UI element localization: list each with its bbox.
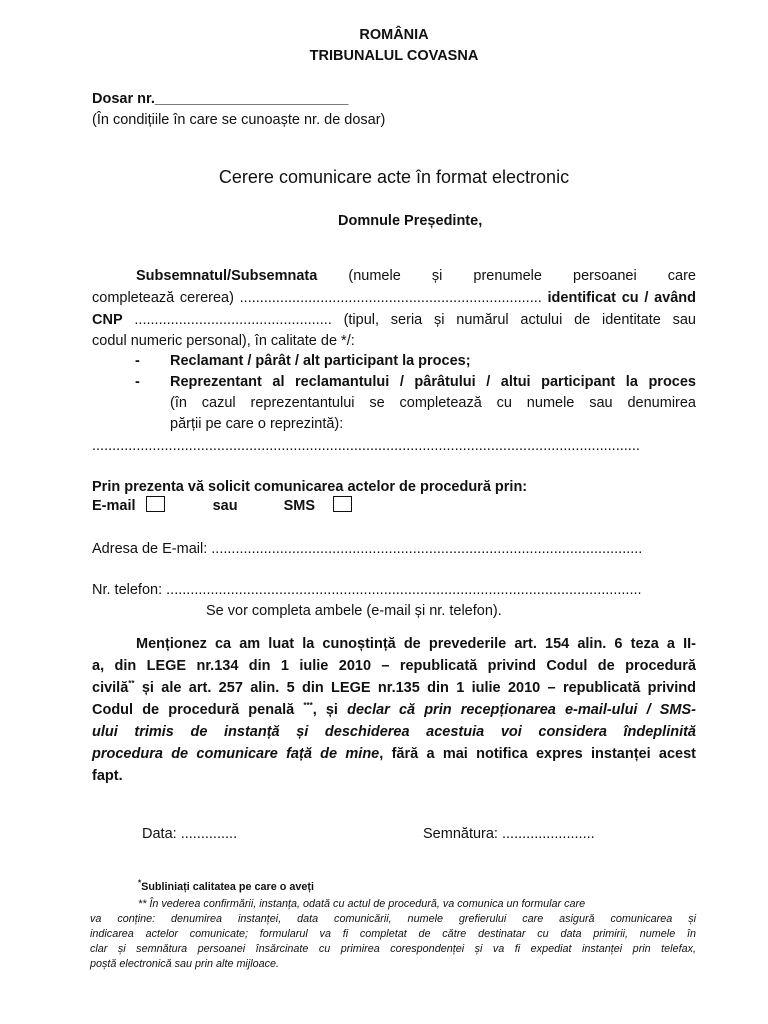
declaration-line-7: fapt. — [92, 768, 123, 784]
declaration-text: Menționez ca am luat la cunoștință de prevederile art. 154 alin. 6 teza a II- — [136, 636, 696, 652]
footnote-2-line-1: ** În vederea confirmării, instanța, odată cu actul de procedură, va comunica un formular care — [138, 898, 586, 910]
option-bullet: - — [135, 353, 140, 369]
option-text: Reprezentant al reclamantului / pârâtului / altui participant la proces — [170, 374, 696, 390]
intro-name-label: Subsemnatul/Subsemnata — [136, 268, 318, 284]
email-field-dots: ........................................................................................................... — [207, 541, 643, 557]
declaration-line-2: a, din LEGE nr.134 din 1 iulie 2010 – republicată privind Codul de procedură — [92, 658, 696, 674]
date-label: Data: — [142, 826, 177, 842]
option-text: Reclamant / pârât / alt participant la proces; — [170, 353, 471, 369]
rep-note-line-2: părții pe care o reprezintă): — [170, 416, 344, 432]
option-item-1 — [92, 351, 696, 372]
dosar-note: (În condițiile în care se cunoaște nr. de dosar) — [92, 112, 386, 128]
email-field-label: Adresa de E-mail: — [92, 541, 208, 557]
channel-row — [92, 496, 696, 517]
phone-field-label: Nr. telefon: — [92, 582, 163, 598]
footnote-2-line-2: va conține: denumirea instanței, data comunicării, numele grefierului care asigură comunicarea și — [90, 913, 696, 925]
header-court: TRIBUNALUL COVASNA — [309, 48, 479, 64]
dosar-blank: ________________________ — [154, 91, 349, 107]
intro-name-desc: (numele și prenumele persoanei care — [317, 268, 696, 284]
intro-identified: identificat cu / având — [541, 290, 697, 306]
footnote-marker: * — [138, 878, 142, 888]
or-label: sau — [212, 498, 238, 514]
salutation: Domnule Președinte, — [338, 213, 483, 229]
footnote-marker: ** — [128, 679, 135, 689]
declaration-text: , fără a mai notifica expres instanței acest — [379, 746, 696, 762]
intro-cnp-label: CNP — [92, 312, 123, 328]
intro-fill-name: completează cererea) ........................................................................... — [92, 290, 542, 306]
email-field[interactable] — [92, 539, 696, 560]
intro-cnp-desc: ................................................. (tipul, seria și numărul actului de identitate sau — [122, 312, 696, 328]
declaration-line-3 — [92, 678, 696, 699]
signature-field[interactable] — [423, 824, 595, 845]
declaration-text: Codul de procedură penală — [92, 702, 304, 718]
phone-field-dots: ...................................................................................................................... — [162, 582, 642, 598]
option-item-2 — [92, 372, 696, 393]
dosar-line — [92, 89, 696, 110]
declaration-line-6 — [92, 744, 696, 765]
both-note: Se vor completa ambele (e-mail și nr. telefon). — [206, 603, 502, 619]
footnote-text: Subliniați calitatea pe care o aveți — [141, 881, 314, 893]
intro-line-1 — [92, 266, 696, 287]
page-title: Cerere comunicare acte în format electronic — [218, 167, 570, 187]
declaration-italic: procedura de comunicare față de mine — [92, 746, 380, 762]
declaration-line-1 — [92, 634, 696, 655]
declaration-line-4 — [92, 700, 696, 721]
declaration-text: civilă — [92, 680, 129, 696]
phone-field[interactable] — [92, 580, 696, 601]
declaration-text: , și — [312, 702, 348, 718]
intro-line-3 — [92, 310, 696, 331]
footnote-2-line-4: clar și semnătura persoanei însărcinate cu primirea corespondenței și va fi expediat instanței prin telefax, — [90, 943, 696, 955]
option-bullet: - — [135, 374, 140, 390]
footnote-2-line-3: indicarea actelor comunicate; formularul va fi completat de către destinatar cu data primirii, numele în — [90, 928, 696, 940]
rep-note-line-1: (în cazul reprezentantului se completează cu numele sau denumirea — [170, 395, 696, 411]
signature-label: Semnătura: — [423, 826, 498, 842]
intro-line-2 — [92, 288, 696, 309]
sms-option-label: SMS — [283, 498, 316, 514]
dosar-label: Dosar nr. — [92, 91, 155, 107]
email-checkbox[interactable] — [146, 496, 165, 512]
email-option-label: E-mail — [92, 498, 136, 514]
signature-dots: ....................... — [497, 826, 595, 842]
sms-checkbox[interactable] — [333, 496, 352, 512]
footnote-2-line-5: poștă electronică sau prin alte mijloace. — [90, 958, 280, 970]
date-field[interactable] — [142, 824, 237, 845]
declaration-text: și ale art. 257 alin. 5 din LEGE nr.135 din 1 iulie 2010 – republicată privind — [134, 680, 696, 696]
intro-line-4: codul numeric personal), în calitate de */: — [92, 333, 355, 349]
representative-fill-line: ........................................................................................................................................ — [92, 438, 640, 454]
header-country: ROMÂNIA — [359, 27, 429, 43]
footnote-1 — [138, 880, 696, 895]
declaration-italic: declar că prin recepționarea e-mail-ului / SMS- — [347, 702, 696, 718]
footnote-marker: *** — [303, 701, 313, 711]
request-text: Prin prezenta vă solicit comunicarea actelor de procedură prin: — [92, 479, 528, 495]
date-dots: .............. — [176, 826, 238, 842]
declaration-line-5: ului trimis de instanță și deschiderea acestuia voi considera îndeplinită — [92, 724, 696, 740]
